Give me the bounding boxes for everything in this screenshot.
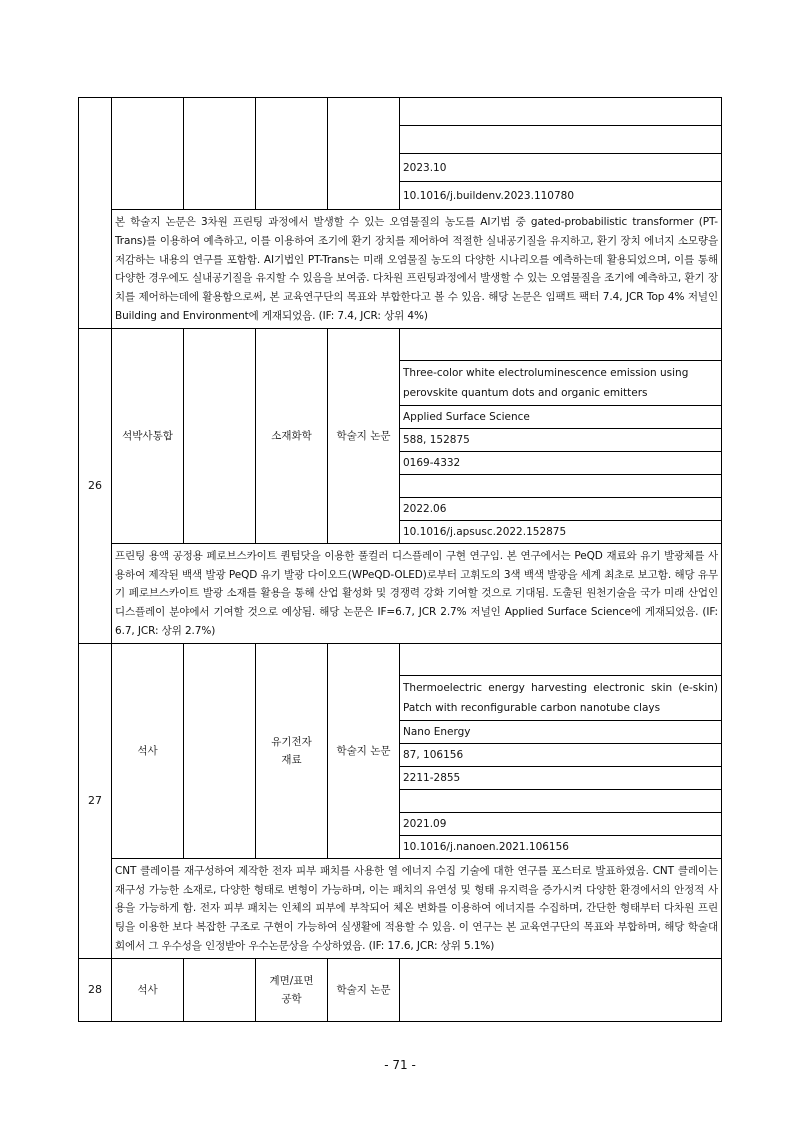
type-cell: 학술지 논문 <box>328 958 400 1021</box>
table-row <box>79 210 722 329</box>
table-row <box>79 98 722 126</box>
type-cell <box>328 98 400 210</box>
row-number <box>79 98 112 329</box>
description-text: CNT 클레이를 재구성하여 제작한 전자 피부 패치를 사용한 열 에너지 수집 기술에 대한 연구를 포스터로 발표하였음. CNT 클레이는 재구성 가능한 소재로, 다양한 형태로 변형이 가능하며, 이는 패치의 유연성 및 형태 유지력을 증가시켜 다양한 환경에서의 안정적 사용을 가능하게 함. 전자 피부 패치는 인체의 피부에 부착되어 체온 변화를 이용하여 에너지를 수집하며, 간단한 형태부터 다차원 프린팅을 이용한 보다 복잡한 구조로 구현이 가능하여 실생활에 적용할 수 있음. 이 연구는 본 교육연구단의 목표와 부합하며, 해당 학술대회에서 그 우수성을 인정받아 우수논문상을 수상하였음. (IF: 17.6, JCR: 상위 5.1%) <box>112 858 722 958</box>
major-cell <box>256 98 328 210</box>
field-value <box>400 958 722 1021</box>
date-value: 2023.10 <box>400 154 722 182</box>
field-value <box>400 789 722 812</box>
major-cell: 유기전자 재료 <box>256 643 328 858</box>
row-number: 27 <box>79 643 112 958</box>
issn-value: 0169-4332 <box>400 451 722 474</box>
description-text: 본 학술지 논문은 3차원 프린팅 과정에서 발생할 수 있는 오염물질의 농도를 AI기범 중 gated-probabilistic transformer (PT-Trans)를 이용하여 예측하고, 이를 이용하여 조기에 환기 장치를 제어하여 적절한 실내공기질을 유지하고, 환기 장치 에너지 소모량을 저감하는 내용의 연구를 포함함. AI기법인 PT-Trans는 미래 오염물질 농도의 다양한 시나리오를 예측하는데 활용되었으며, 이를 통해 다양한 경우에도 실내공기질을 유지할 수 있음을 보여줌. 다차원 프린팅과정에서 발생할 수 있는 오염물질을 조기에 예측하고, 환기 장치를 제어하는데에 활용함으로써, 본 교육연구단의 목표와 부합한다고 볼 수 있음. 해당 논문은 임팩트 팩터 7.4, JCR Top 4% 저널인 Building and Environment에 게재되었음. (IF: 7.4, JCR: 상위 4%) <box>112 210 722 329</box>
doi-value: 10.1016/j.apsusc.2022.152875 <box>400 520 722 543</box>
degree-cell <box>112 98 184 210</box>
major-cell: 계면/표면 공학 <box>256 958 328 1021</box>
row-number: 26 <box>79 328 112 643</box>
field-value <box>400 643 722 675</box>
table-row <box>79 858 722 958</box>
field-cell <box>184 328 256 543</box>
issn-value: 2211-2855 <box>400 766 722 789</box>
title-value: Thermoelectric energy harvesting electronic skin (e-skin) Patch with reconfigurable carbon nanotube clays <box>400 675 722 720</box>
table-row <box>79 328 722 360</box>
doi-value: 10.1016/j.nanoen.2021.106156 <box>400 835 722 858</box>
volume-value: 588, 152875 <box>400 428 722 451</box>
table-row <box>79 958 722 1021</box>
type-cell: 학술지 논문 <box>328 643 400 858</box>
degree-cell: 석사 <box>112 958 184 1021</box>
doi-value: 10.1016/j.buildenv.2023.110780 <box>400 182 722 210</box>
research-table <box>78 97 722 1022</box>
page-number: - 71 - <box>384 1058 416 1072</box>
field-value <box>400 98 722 126</box>
field-cell <box>184 98 256 210</box>
date-value: 2021.09 <box>400 812 722 835</box>
journal-value: Nano Energy <box>400 720 722 743</box>
field-cell <box>184 958 256 1021</box>
degree-cell: 석박사통합 <box>112 328 184 543</box>
table-row <box>79 543 722 643</box>
row-number: 28 <box>79 958 112 1021</box>
document-sheet <box>78 97 721 1022</box>
date-value: 2022.06 <box>400 497 722 520</box>
title-value: Three-color white electroluminescence emission using perovskite quantum dots and organic emitters <box>400 360 722 405</box>
type-cell: 학술지 논문 <box>328 328 400 543</box>
field-value <box>400 474 722 497</box>
description-text: 프린팅 용액 공정용 페로브스카이트 퀀텀닷을 이용한 풀컬러 디스플레이 구현 연구임. 본 연구에서는 PeQD 재료와 유기 발광체를 사용하여 제작된 백색 발광 PeQD 유기 발광 다이오드(WPeQD-OLED)로부터 고휘도의 3색 백색 발광을 세계 최초로 보고함. 해당 유무기 페로브스카이트 발광 소재를 활용을 통해 산업 활성화 및 경쟁력 강화 기여할 것으로 기대됨. 도출된 원천기술을 국가 미래 산업인 디스플레이 분야에서 기여할 것으로 예상됨. 해당 논문은 IF=6.7, JCR 2.7% 저널인 Applied Surface Science에 게재되었음. (IF: 6.7, JCR: 상위 2.7%) <box>112 543 722 643</box>
degree-cell: 석사 <box>112 643 184 858</box>
volume-value: 87, 106156 <box>400 743 722 766</box>
field-cell <box>184 643 256 858</box>
table-row <box>79 643 722 675</box>
journal-value: Applied Surface Science <box>400 405 722 428</box>
field-value <box>400 126 722 154</box>
field-value <box>400 328 722 360</box>
major-cell: 소재화학 <box>256 328 328 543</box>
